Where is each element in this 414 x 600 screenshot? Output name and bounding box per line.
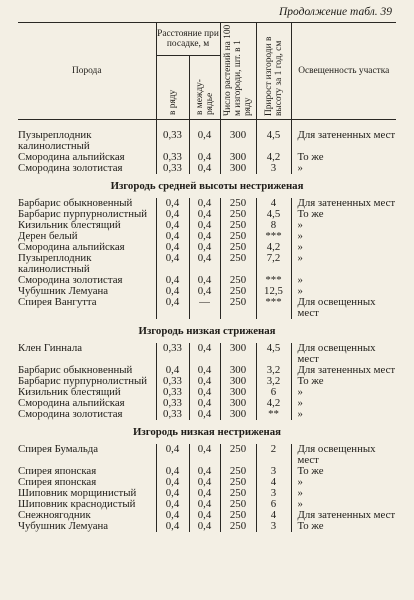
- species-name: Кизильник блестящий: [18, 386, 121, 398]
- growth-per-year: 4,5: [256, 209, 291, 220]
- lighting-condition: »: [291, 163, 396, 174]
- growth-per-year: 4,2: [256, 398, 291, 409]
- plants-per-100m: 250: [220, 488, 256, 499]
- spacing-between-rows: 0,4: [189, 152, 220, 163]
- plants-per-100m: 250: [220, 466, 256, 477]
- header-plants-per-100m: [220, 23, 256, 120]
- table-row: [18, 343, 396, 365]
- spacing-between-rows: 0,4: [189, 343, 220, 365]
- header-in-row-text: в ряду: [167, 89, 178, 115]
- plants-per-100m: 300: [220, 376, 256, 387]
- growth-per-year: 2: [256, 444, 291, 466]
- table-row: [18, 253, 396, 275]
- lighting-condition: Для затененных мест: [291, 510, 396, 521]
- species-name: Смородина альпийская: [18, 241, 125, 253]
- spacing-between-rows: 0,4: [189, 387, 220, 398]
- spacing-in-row: 0,4: [156, 521, 189, 532]
- growth-per-year: ***: [256, 275, 291, 286]
- spacing-between-rows: 0,4: [189, 198, 220, 209]
- spacing-between-rows: 0,4: [189, 130, 220, 152]
- spacing-between-rows: 0,4: [189, 365, 220, 376]
- plants-per-100m: 300: [220, 365, 256, 376]
- spacing-between-rows: 0,4: [189, 444, 220, 466]
- growth-per-year: 3,2: [256, 376, 291, 387]
- spacing-between-rows: 0,4: [189, 253, 220, 275]
- spacing-in-row: 0,4: [156, 286, 189, 297]
- spacing-between-rows: 0,4: [189, 477, 220, 488]
- plants-per-100m: 250: [220, 253, 256, 275]
- table-row: [18, 444, 396, 466]
- spacing-in-row: 0,4: [156, 297, 189, 319]
- species-name: Спирея Вангутта: [18, 296, 97, 308]
- header-species: Порода: [18, 23, 156, 120]
- lighting-condition: »: [291, 220, 396, 231]
- spacing-in-row: 0,4: [156, 444, 189, 466]
- table-row: [18, 409, 396, 420]
- spacing-between-rows: 0,4: [189, 209, 220, 220]
- spacing-between-rows: 0,4: [189, 286, 220, 297]
- species-name: Барбарис обыкновенный: [18, 197, 133, 209]
- growth-per-year: 12,5: [256, 286, 291, 297]
- plants-per-100m: 250: [220, 209, 256, 220]
- growth-per-year: 3,2: [256, 365, 291, 376]
- lighting-condition: »: [291, 253, 396, 275]
- spacing-in-row: 0,33: [156, 398, 189, 409]
- header-growth-per-year: [256, 23, 291, 120]
- plants-per-100m: 300: [220, 130, 256, 152]
- species-name: Смородина золотистая: [18, 162, 123, 174]
- species-name: Клен Гиннала: [18, 342, 83, 354]
- spacing-in-row: 0,4: [156, 253, 189, 275]
- lighting-condition: Для освещенных мест: [291, 444, 396, 466]
- species-name: Смородина золотистая: [18, 274, 123, 286]
- species-name: Смородина альпийская: [18, 397, 125, 409]
- spacing-between-rows: 0,4: [189, 488, 220, 499]
- spacing-between-rows: 0,4: [189, 510, 220, 521]
- spacing-in-row: 0,33: [156, 130, 189, 152]
- species-name: Смородина золотистая: [18, 408, 123, 420]
- spacing-in-row: 0,33: [156, 409, 189, 420]
- spacing-between-rows: 0,4: [189, 242, 220, 253]
- spacing-between-rows: 0,4: [189, 499, 220, 510]
- growth-per-year: 7,2: [256, 253, 291, 275]
- species-name: Чубушник Лемуана: [18, 285, 109, 297]
- spacing-between-rows: 0,4: [189, 466, 220, 477]
- lighting-condition: »: [291, 409, 396, 420]
- spacing-in-row: 0,4: [156, 477, 189, 488]
- species-name: Чубушник Лемуана: [18, 520, 109, 532]
- spacing-in-row: 0,4: [156, 466, 189, 477]
- growth-per-year: ***: [256, 231, 291, 242]
- species-name: Барбарис обыкновенный: [18, 364, 133, 376]
- spacing-in-row: 0,33: [156, 152, 189, 163]
- growth-per-year: 3: [256, 163, 291, 174]
- plants-per-100m: 250: [220, 499, 256, 510]
- plants-per-100m: 250: [220, 286, 256, 297]
- spacing-between-rows: 0,4: [189, 521, 220, 532]
- header-growth-per-year-text: Прирост изгороди в высоту за 1 год, см: [263, 36, 284, 116]
- species-name: Кизильник блестящий: [18, 219, 121, 231]
- plants-per-100m: 300: [220, 163, 256, 174]
- spacing-between-rows: 0,4: [189, 163, 220, 174]
- spacing-in-row: 0,4: [156, 365, 189, 376]
- plants-per-100m: 300: [220, 398, 256, 409]
- growth-per-year: 4: [256, 198, 291, 209]
- spacing-between-rows: 0,4: [189, 409, 220, 420]
- lighting-condition: Для освещенных мест: [291, 297, 396, 319]
- species-name: Снежноягодник: [18, 509, 91, 521]
- species-name: Дерен белый: [18, 230, 78, 242]
- lighting-condition: »: [291, 231, 396, 242]
- plants-per-100m: 300: [220, 387, 256, 398]
- plants-per-100m: 300: [220, 152, 256, 163]
- spacing-in-row: 0,4: [156, 275, 189, 286]
- spacing-in-row: 0,4: [156, 510, 189, 521]
- species-name: Шиповник морщинистый: [18, 487, 137, 499]
- plants-per-100m: 250: [220, 477, 256, 488]
- growth-per-year: 4: [256, 477, 291, 488]
- lighting-condition: То же: [291, 521, 396, 532]
- growth-per-year: 3: [256, 466, 291, 477]
- spacing-in-row: 0,4: [156, 209, 189, 220]
- spacing-in-row: 0,4: [156, 231, 189, 242]
- spacing-between-rows: 0,4: [189, 275, 220, 286]
- plants-per-100m: 250: [220, 242, 256, 253]
- species-name: Спирея японская: [18, 476, 97, 488]
- spacing-in-row: 0,4: [156, 242, 189, 253]
- growth-per-year: 3: [256, 521, 291, 532]
- lighting-condition: »: [291, 242, 396, 253]
- section-title: Изгородь средней высоты нестриженая: [110, 179, 304, 192]
- growth-per-year: 6: [256, 387, 291, 398]
- growth-per-year: 4,5: [256, 130, 291, 152]
- lighting-condition: Для затененных мест: [291, 198, 396, 209]
- header-between-rows-text: в между-рядье: [194, 79, 215, 115]
- growth-per-year: ***: [256, 297, 291, 319]
- plants-per-100m: 250: [220, 510, 256, 521]
- growth-per-year: 4,5: [256, 343, 291, 365]
- lighting-condition: Для затененных мест: [291, 130, 396, 152]
- spacing-in-row: 0,33: [156, 163, 189, 174]
- lighting-condition: »: [291, 398, 396, 409]
- plants-per-100m: 250: [220, 275, 256, 286]
- spacing-in-row: 0,33: [156, 387, 189, 398]
- spacing-between-rows: 0,4: [189, 231, 220, 242]
- plants-per-100m: 250: [220, 198, 256, 209]
- table-body: [18, 120, 396, 533]
- lighting-condition: »: [291, 286, 396, 297]
- table-row: [18, 297, 396, 319]
- spacing-between-rows: 0,4: [189, 398, 220, 409]
- lighting-condition: То же: [291, 466, 396, 477]
- lighting-condition: »: [291, 488, 396, 499]
- lighting-condition: Для затененных мест: [291, 365, 396, 376]
- lighting-condition: »: [291, 275, 396, 286]
- lighting-condition: »: [291, 499, 396, 510]
- plants-per-100m: 250: [220, 220, 256, 231]
- plants-per-100m: 300: [220, 343, 256, 365]
- growth-per-year: 4,2: [256, 242, 291, 253]
- section-heading-row: [18, 174, 396, 198]
- growth-per-year: 6: [256, 499, 291, 510]
- spacing-in-row: 0,33: [156, 343, 189, 365]
- spacing-in-row: 0,4: [156, 499, 189, 510]
- species-name: Спирея японская: [18, 465, 97, 477]
- lighting-condition: То же: [291, 209, 396, 220]
- section-heading-row: [18, 319, 396, 343]
- spacing-in-row: 0,4: [156, 198, 189, 209]
- growth-per-year: 4,2: [256, 152, 291, 163]
- spacing-between-rows: 0,4: [189, 376, 220, 387]
- spacing-in-row: 0,4: [156, 220, 189, 231]
- species-name: Пузыреплодник калинолистный: [18, 129, 92, 152]
- plants-per-100m: 250: [220, 444, 256, 466]
- growth-per-year: 8: [256, 220, 291, 231]
- lighting-condition: То же: [291, 376, 396, 387]
- section-title: Изгородь низкая стриженая: [138, 324, 276, 337]
- table-row: [18, 521, 396, 532]
- growth-per-year: 3: [256, 488, 291, 499]
- growth-per-year: **: [256, 409, 291, 420]
- species-name: Пузыреплодник калинолистный: [18, 252, 92, 275]
- spacing-between-rows: 0,4: [189, 220, 220, 231]
- plants-per-100m: 250: [220, 231, 256, 242]
- section-title: Изгородь низкая нестриженая: [132, 425, 282, 438]
- growth-per-year: 4: [256, 510, 291, 521]
- spacing-in-row: 0,4: [156, 488, 189, 499]
- hedge-planting-table: [18, 22, 396, 532]
- lighting-condition: Для освещенных мест: [291, 343, 396, 365]
- spacing-between-rows: —: [189, 297, 220, 319]
- header-between-rows: [189, 56, 220, 120]
- plants-per-100m: 300: [220, 409, 256, 420]
- header-lighting: Освещенность участка: [291, 23, 396, 120]
- spacing-in-row: 0,33: [156, 376, 189, 387]
- header-plants-per-100m-text: Число растений на 100 м изгороди, шт. в 1 ряду: [223, 24, 253, 116]
- header-spacing-group: Расстояние при посадке, м: [156, 23, 220, 56]
- species-name: Спирея Бумальда: [18, 443, 99, 455]
- species-name: Барбарис пурпурнолистный: [18, 375, 148, 387]
- lighting-condition: »: [291, 387, 396, 398]
- species-name: Смородина альпийская: [18, 151, 125, 163]
- lighting-condition: »: [291, 477, 396, 488]
- section-heading-row: [18, 420, 396, 444]
- species-name: Шиповник краснодистый: [18, 498, 136, 510]
- plants-per-100m: 250: [220, 521, 256, 532]
- table-row: [18, 130, 396, 152]
- species-name: Барбарис пурпурнолистный: [18, 208, 148, 220]
- header-in-row: [156, 56, 189, 120]
- table-row: [18, 163, 396, 174]
- plants-per-100m: 250: [220, 297, 256, 319]
- table-continuation-caption: Продолжение табл. 39: [279, 6, 392, 18]
- lighting-condition: То же: [291, 152, 396, 163]
